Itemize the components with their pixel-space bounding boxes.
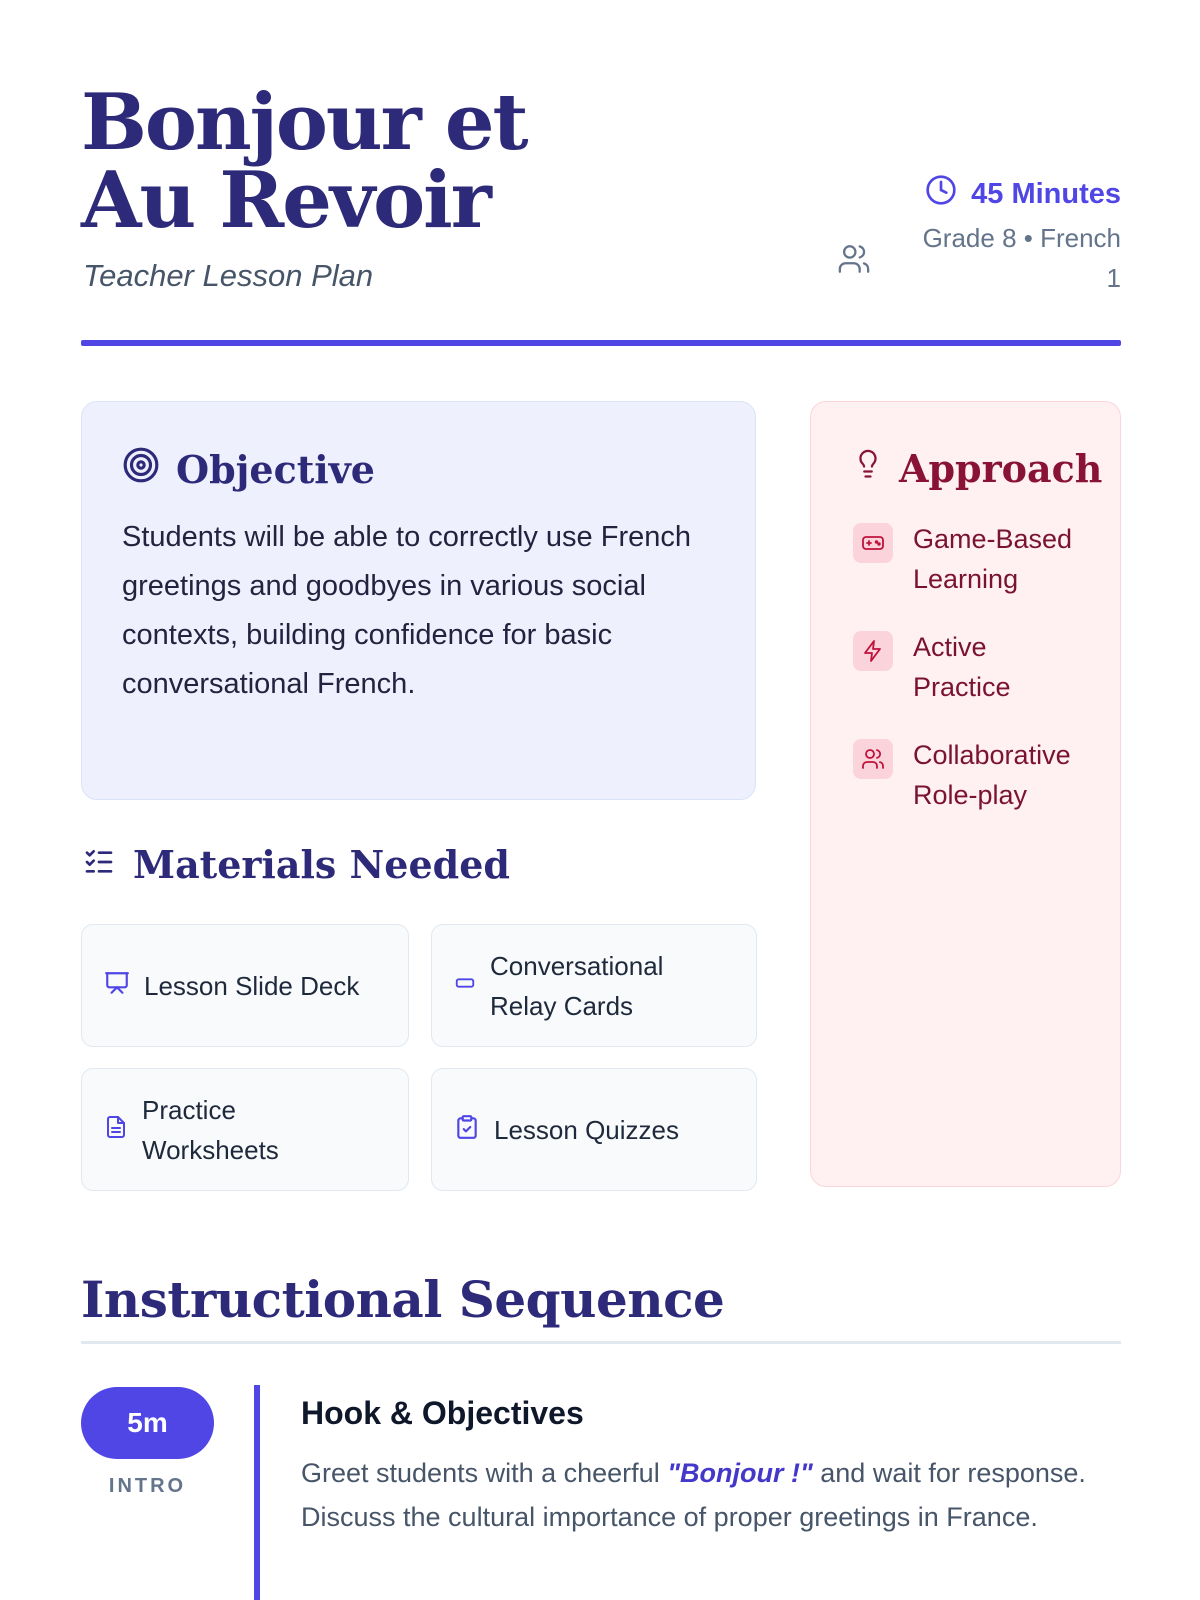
users-icon <box>837 242 871 281</box>
lesson-header <box>81 77 1121 344</box>
sequence-heading: Instructional Sequence <box>81 1270 725 1329</box>
approach-item <box>853 519 1080 599</box>
lesson-title: Bonjour et Au Revoir <box>81 77 527 246</box>
clock-icon <box>925 174 957 214</box>
step-description <box>301 1451 1131 1539</box>
step-phase-label: INTRO <box>108 1475 187 1497</box>
target-icon <box>122 446 160 493</box>
approach-heading <box>853 446 1103 491</box>
approach-item <box>853 627 1080 707</box>
checklist-icon <box>81 842 117 887</box>
approach-item-label: Collaborative Role-play <box>913 740 1071 810</box>
objective-heading <box>122 446 715 493</box>
objective-heading-label: Objective <box>176 447 375 492</box>
material-item <box>431 924 757 1047</box>
materials-heading <box>81 842 510 887</box>
approach-heading-label: Approach <box>899 446 1103 491</box>
grade-label: Grade 8 • French 1 <box>922 223 1121 293</box>
document-icon <box>104 1114 128 1145</box>
step-time-badge: 5m <box>81 1387 214 1459</box>
clipboard-check-icon <box>454 1114 480 1145</box>
gamepad-icon <box>853 523 893 563</box>
approach-item-label: Game-Based Learning <box>913 524 1073 594</box>
grade-info <box>837 218 1121 298</box>
presentation-icon <box>104 970 130 1001</box>
material-item <box>431 1068 757 1191</box>
material-label: Lesson Slide Deck <box>144 970 360 1001</box>
approach-card <box>810 401 1121 1187</box>
approach-list <box>853 519 1080 815</box>
objective-card <box>81 401 756 800</box>
material-item <box>81 924 409 1047</box>
lesson-subtitle: Teacher Lesson Plan <box>83 258 374 293</box>
objective-text: Students will be able to correctly use French greetings and goodbyes in various social contexts, building confidence for basic conversational French. <box>122 521 691 700</box>
material-label: Lesson Quizzes <box>494 1114 679 1145</box>
step-title: Hook & Objectives <box>301 1395 584 1431</box>
step-description-text: Greet students with a cheerful <box>301 1458 668 1488</box>
lesson-meta <box>925 174 1121 214</box>
material-item <box>81 1068 409 1191</box>
approach-item-label: Active Practice <box>913 632 1011 702</box>
card-icon <box>454 972 476 999</box>
sequence-divider <box>81 1341 1121 1344</box>
lightbulb-icon <box>853 446 883 491</box>
material-label: Practice Worksheets <box>142 1094 279 1165</box>
users-icon <box>853 739 893 779</box>
duration <box>925 174 1121 214</box>
materials-heading-label: Materials Needed <box>133 842 510 887</box>
lightning-icon <box>853 631 893 671</box>
material-label: Conversational Relay Cards <box>490 950 664 1021</box>
duration-label: 45 Minutes <box>971 177 1121 210</box>
step-quote: "Bonjour !" <box>667 1458 813 1488</box>
step-description-text: and wait for response. Discuss the cultural importance of proper greetings in France. <box>301 1458 1086 1532</box>
header-divider <box>81 340 1121 346</box>
timeline-bar <box>254 1385 260 1600</box>
approach-item <box>853 735 1080 815</box>
